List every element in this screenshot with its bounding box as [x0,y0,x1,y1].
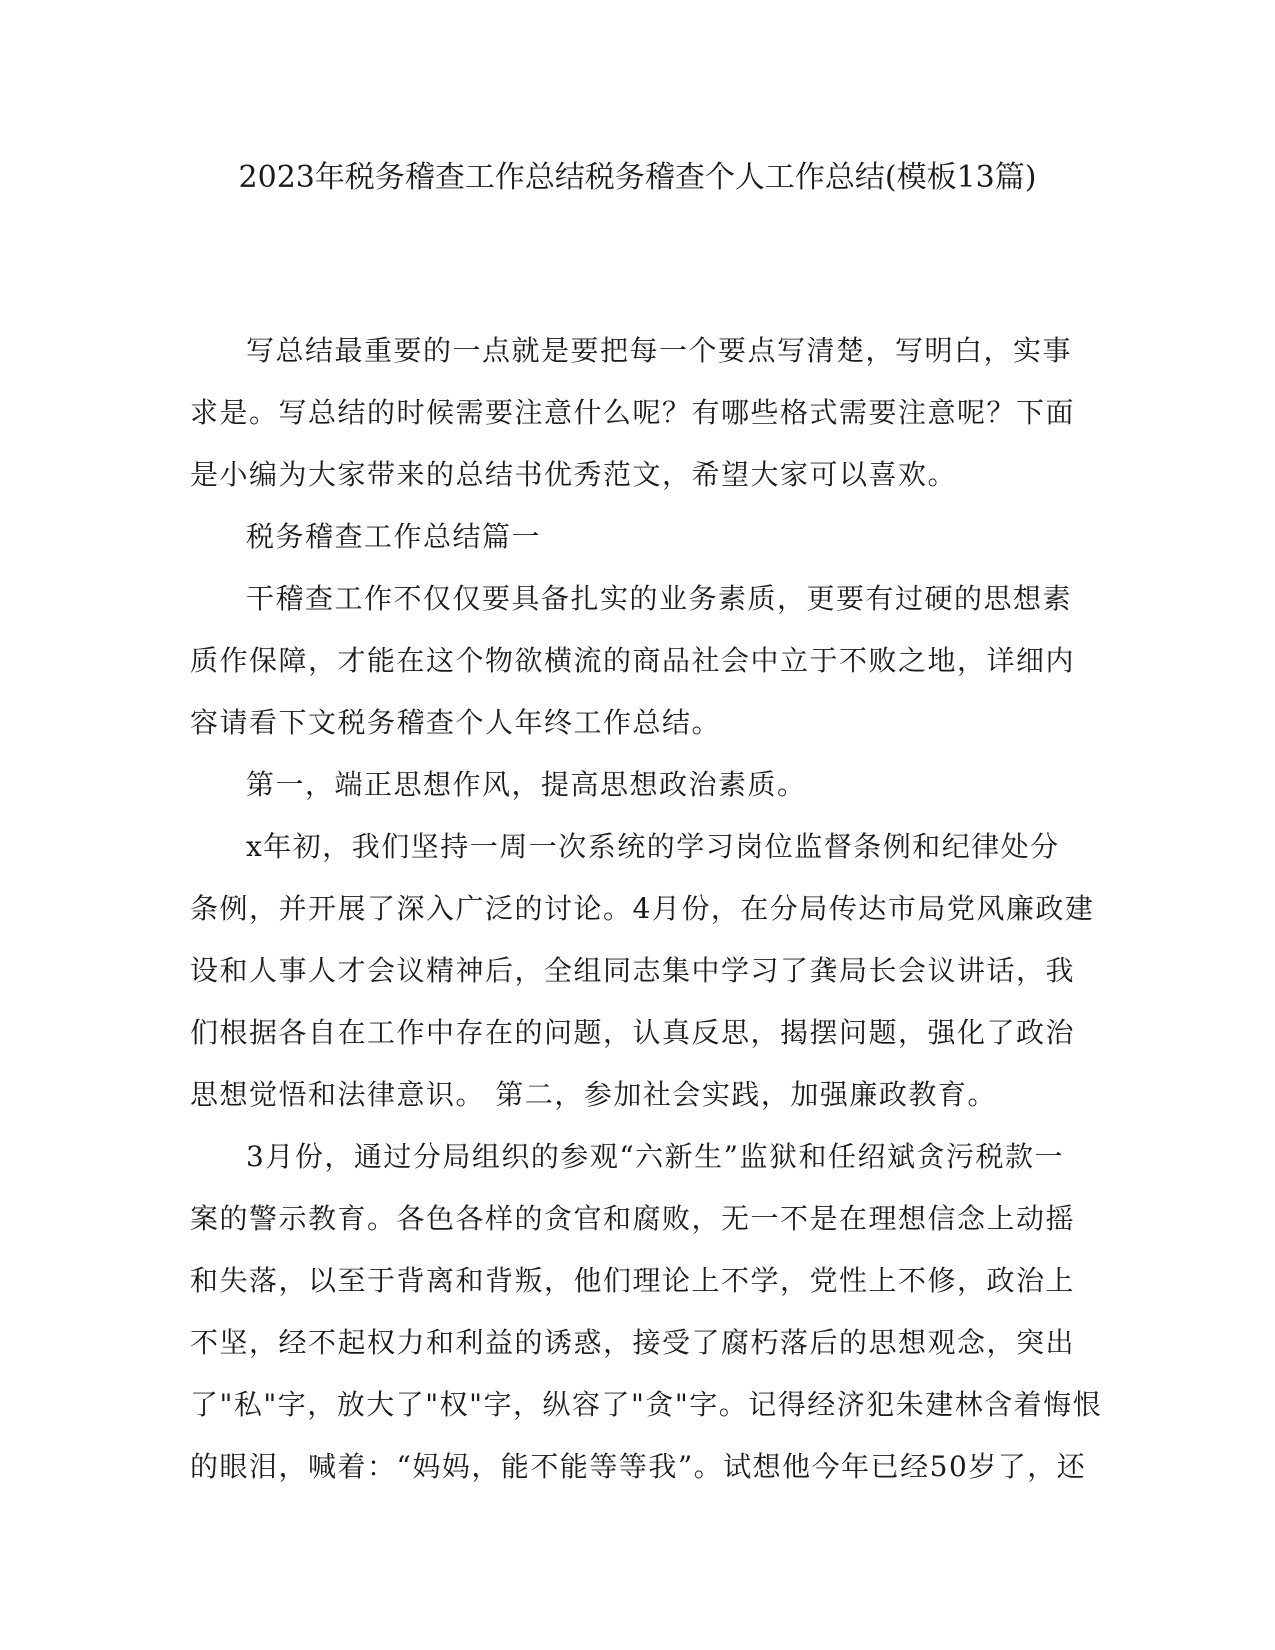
document-title: 2023年税务稽查工作总结税务稽查个人工作总结(模板13篇) [238,160,1037,195]
text-line: 写总结最重要的一点就是要把每一个要点写清楚，写明白，实事 [246,334,1073,367]
text-line: x年初，我们坚持一周一次系统的学习岗位监督条例和纪律处分 [246,830,1060,863]
text-line: 思想觉悟和法律意识。 第二，参加社会实践，加强廉政教育。 [190,1078,997,1111]
text-line: 质作保障，才能在这个物欲横流的商品社会中立于不败之地，详细内 [190,644,1076,677]
text-line: 的眼泪，喊着：“妈妈，能不能等等我”。试想他今年已经50岁了，还 [190,1450,1087,1483]
text-line: 3月份，通过分局组织的参观“六新生”监狱和任绍斌贪污税款一 [246,1140,1064,1173]
text-line: 干稽查工作不仅仅要具备扎实的业务素质，更要有过硬的思想素 [246,582,1073,615]
text-line: 和失落，以至于背离和背叛，他们理论上不学，党性上不修，政治上 [190,1264,1076,1297]
text-line: 设和人事人才会议精神后，全组同志集中学习了龚局长会议讲话，我 [190,954,1076,987]
text-line: 了"私"字，放大了"权"字，纵容了"贪"字。记得经济犯朱建林含着悔恨 [190,1388,1103,1421]
text-line: 条例，并开展了深入广泛的讨论。4月份，在分局传达市局党风廉政建 [190,892,1095,925]
text-line: 是小编为大家带来的总结书优秀范文，希望大家可以喜欢。 [190,458,958,491]
paragraph [190,816,1095,1126]
paragraph [190,320,1090,506]
document-body [190,320,1103,1498]
text-line: 们根据各自在工作中存在的问题，认真反思，揭摆问题，强化了政治 [190,1016,1076,1049]
paragraph [190,506,1090,568]
text-line: 税务稽查工作总结篇一 [246,520,542,553]
text-line: 案的警示教育。各色各样的贪官和腐败，无一不是在理想信念上动摇 [190,1202,1076,1235]
text-line: 不坚，经不起权力和利益的诱惑，接受了腐朽落后的思想观念，突出 [190,1326,1076,1359]
text-line: 第一，端正思想作风，提高思想政治素质。 [246,768,807,801]
paragraph [190,568,1090,754]
text-line: 求是。写总结的时候需要注意什么呢？有哪些格式需要注意呢？下面 [190,396,1076,429]
paragraph [190,1126,1103,1498]
paragraph [190,754,1090,816]
text-line: 容请看下文税务稽查个人年终工作总结。 [190,706,722,739]
